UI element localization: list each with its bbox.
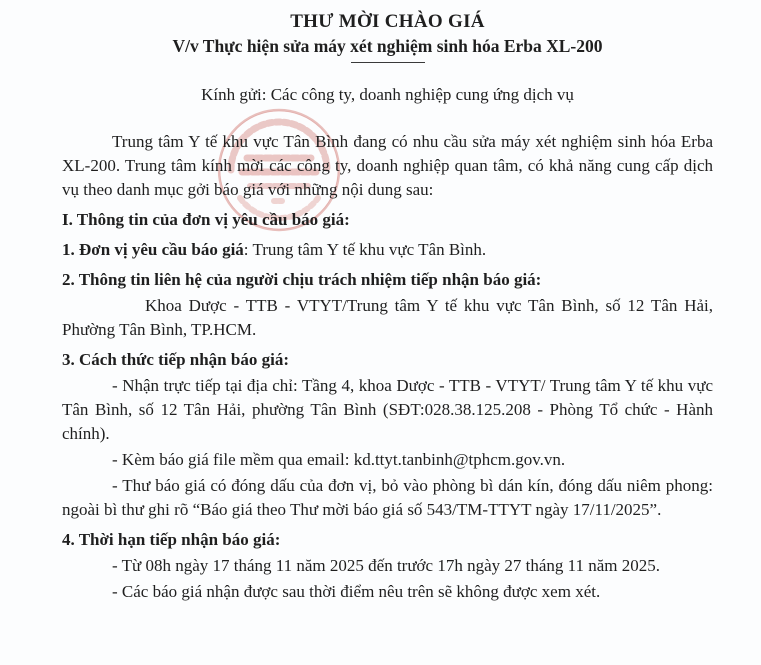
document-title: THƯ MỜI CHÀO GIÁ bbox=[290, 11, 485, 32]
section-1-heading: I. Thông tin của đơn vị yêu cầu báo giá: bbox=[62, 210, 350, 229]
item-3-bullet-email: - Kèm báo giá file mềm qua email: kd.ttyt.tanbinh@tphcm.gov.vn. bbox=[112, 450, 566, 469]
letter-header bbox=[0, 0, 761, 107]
item-3-bullet-sealed-envelope: - Thư báo giá có đóng dấu của đơn vị, bỏ vào phòng bì dán kín, đóng dấu niêm phong: ngoài bì thư ghi rõ “Báo giá theo Thư mời báo giá số 543/TM-TTYT ngày 17/11/2025”. bbox=[62, 476, 713, 519]
item-1-label: 1. Đơn vị yêu cầu báo giá bbox=[62, 240, 244, 259]
item-3-bullet-receive-in-person: - Nhận trực tiếp tại địa chỉ: Tầng 4, khoa Dược - TTB - VTYT/ Trung tâm Y tế khu vực Tân Bình, số 12 Tân Hải, phường Tân Bình (SĐT:028.38.125.208 - Phòng Tổ chức - Hành chính). bbox=[62, 376, 713, 443]
item-1-value: : Trung tâm Y tế khu vực Tân Bình. bbox=[243, 240, 487, 259]
letter-body bbox=[0, 130, 761, 604]
item-4-heading: 4. Thời hạn tiếp nhận báo giá: bbox=[62, 530, 281, 549]
item-4-bullet-deadline: - Từ 08h ngày 17 tháng 11 năm 2025 đến trước 17h ngày 27 tháng 11 năm 2025. bbox=[112, 556, 661, 575]
item-2-body: Khoa Dược - TTB - VTYT/Trung tâm Y tế khu vực Tân Bình, số 12 Tân Hải, Phường Tân Bình, TP.HCM. bbox=[62, 296, 713, 339]
item-4-bullet-late-quotes: - Các báo giá nhận được sau thời điểm nêu trên sẽ không được xem xét. bbox=[112, 582, 601, 601]
title-divider bbox=[351, 62, 425, 63]
document-subject: V/v Thực hiện sửa máy xét nghiệm sinh hóa Erba XL-200 bbox=[172, 36, 603, 56]
item-3-heading: 3. Cách thức tiếp nhận báo giá: bbox=[62, 350, 289, 369]
item-1-line bbox=[62, 238, 713, 262]
intro-paragraph: Trung tâm Y tế khu vực Tân Bình đang có nhu cầu sửa máy xét nghiệm sinh hóa Erba XL-200. Trung tâm kính mời các công ty, doanh nghiệp quan tâm, có khả năng cung cấp dịch vụ theo danh mục gởi báo giá với những nội dung sau: bbox=[62, 132, 713, 199]
salutation-line: Kính gửi: Các công ty, doanh nghiệp cung ứng dịch vụ bbox=[201, 85, 574, 104]
item-2-heading: 2. Thông tin liên hệ của người chịu trách nhiệm tiếp nhận báo giá: bbox=[62, 270, 542, 289]
